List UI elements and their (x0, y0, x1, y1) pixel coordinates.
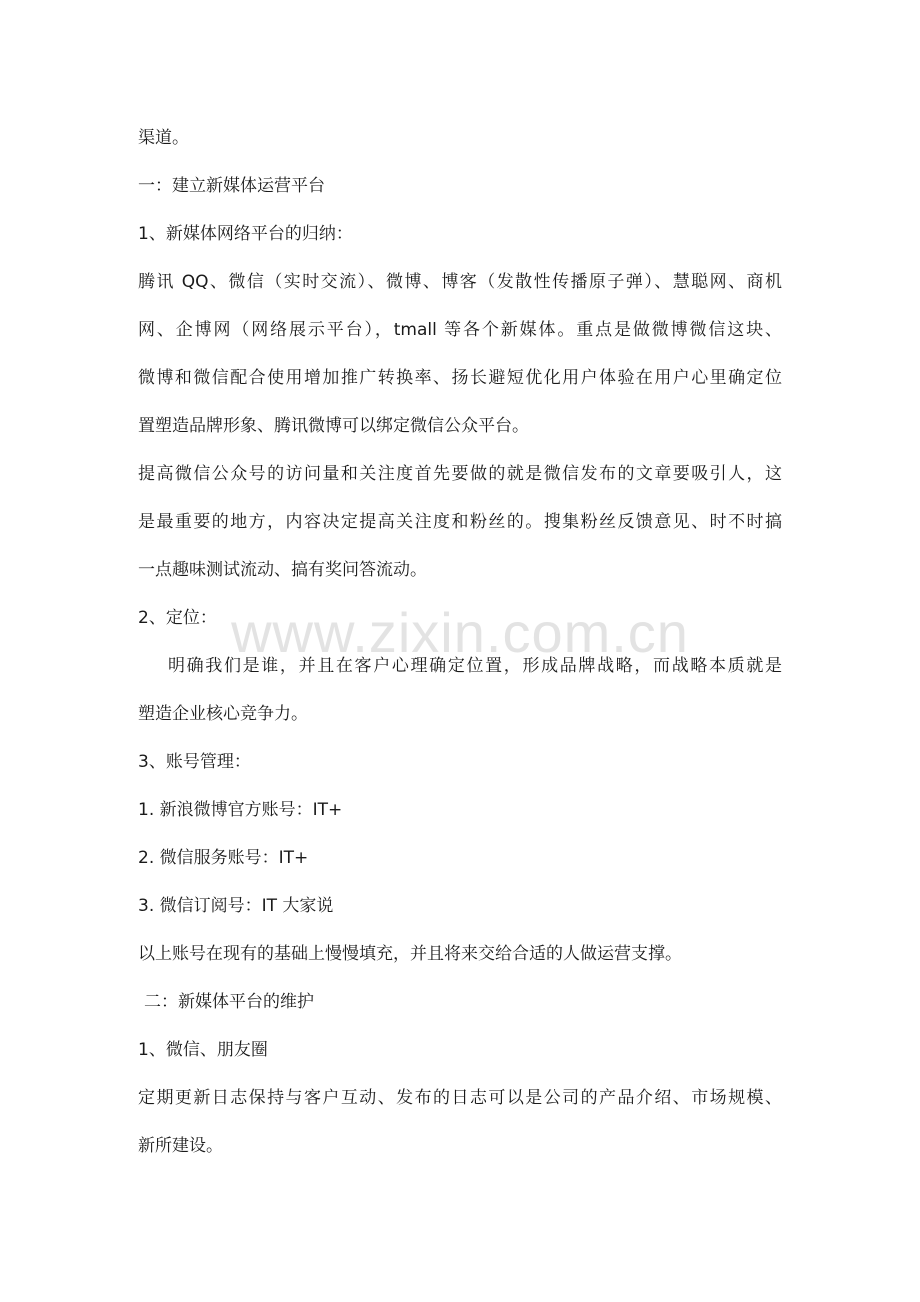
paragraph-line: 置塑造品牌形象、腾讯微博可以绑定微信公众平台。 (138, 416, 529, 436)
subsection-heading: 1、微信、朋友圈 (138, 1040, 268, 1060)
paragraph-line: 以上账号在现有的基础上慢慢填充，并且将来交给合适的人做运营支撑。 (138, 944, 682, 964)
list-item: 1. 新浪微博官方账号：IT+ (138, 800, 343, 820)
list-item: 2. 微信服务账号：IT+ (138, 848, 309, 868)
section-heading: 一：建立新媒体运营平台 (138, 176, 325, 196)
paragraph-line: 腾讯 QQ、微信（实时交流）、微博、博客（发散性传播原子弹）、慧聪网、商机 (138, 272, 782, 292)
paragraph-line: 明确我们是谁，并且在客户心理确定位置，形成品牌战略，而战略本质就是 (168, 656, 782, 676)
paragraph-line: 一点趣味测试流动、搞有奖问答流动。 (138, 560, 427, 580)
list-item: 3. 微信订阅号：IT 大家说 (138, 896, 334, 916)
paragraph-line: 是最重要的地方，内容决定提高关注度和粉丝的。搜集粉丝反馈意见、时不时搞 (138, 512, 782, 532)
watermark: www.zixin.com.cn (231, 601, 689, 664)
subsection-heading: 3、账号管理： (138, 752, 251, 772)
paragraph-line: 新所建设。 (138, 1136, 223, 1156)
subsection-heading: 1、新媒体网络平台的归纳： (138, 224, 353, 244)
paragraph-line: 定期更新日志保持与客户互动、发布的日志可以是公司的产品介绍、市场规模、 (138, 1088, 782, 1108)
paragraph-line: 塑造企业核心竞争力。 (138, 704, 308, 724)
section-heading: 二：新媒体平台的维护 (144, 992, 314, 1012)
paragraph-line: 微博和微信配合使用增加推广转换率、扬长避短优化用户体验在用户心里确定位 (138, 368, 782, 388)
subsection-heading: 2、定位： (138, 608, 217, 628)
paragraph-line: 渠道。 (138, 128, 189, 148)
paragraph-line: 提高微信公众号的访问量和关注度首先要做的就是微信发布的文章要吸引人，这 (138, 464, 782, 484)
paragraph-line: 网、企博网（网络展示平台），tmall 等各个新媒体。重点是做微博微信这块、 (138, 320, 782, 340)
